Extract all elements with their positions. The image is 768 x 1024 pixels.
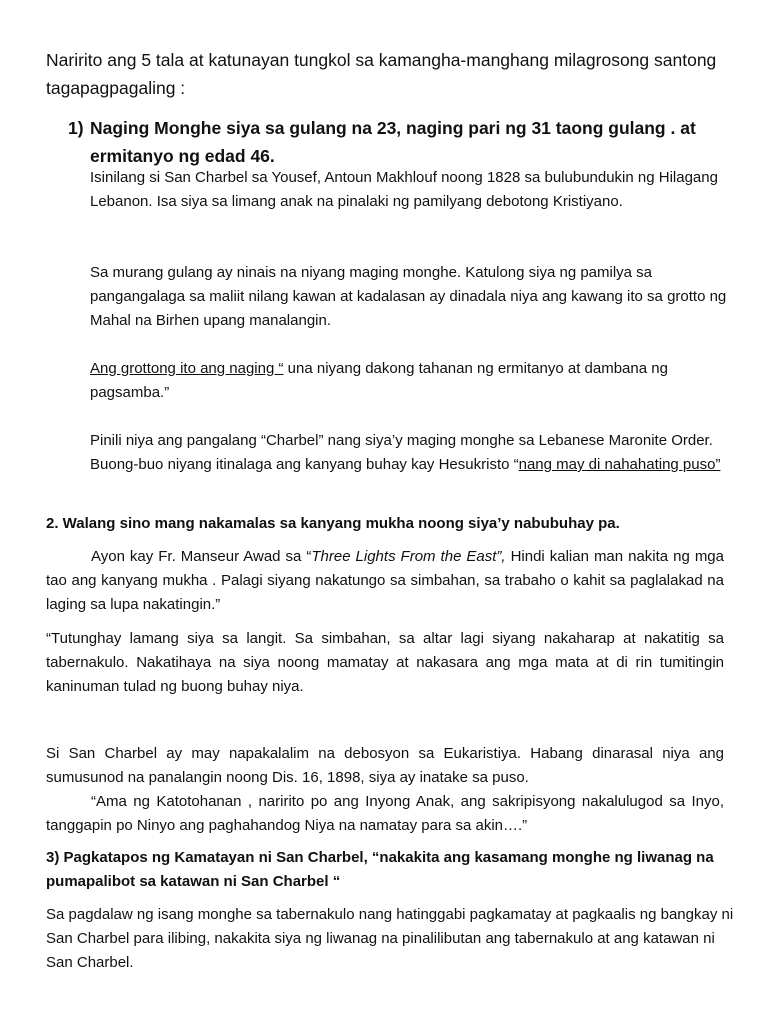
intro-paragraph: Naririto ang 5 tala at katunayan tungkol sa kamangha-manghang milagrosong santong tagapagpagaling : [46,50,717,98]
item-3-paragraph-1: Sa pagdalaw ng isang monghe sa tabernakulo nang hatinggabi pagkamatay at pagkaalis ng bangkay ni San Charbel para ilibing, nakakita siya ng liwanag na pinalilibutan ang tabernakulo at ang katawan ni San Charbel. [46,906,734,971]
grotto-rest-text: una niyang dakong tahanan ng ermitanyo at dambana ng pagsamba.” [90,360,668,401]
grotto-underlined-text: Ang grottong ito ang naging “ [90,360,284,377]
item-2-paragraph-2: “Tutunghay lamang siya sa langit. Sa simbahan, sa altar lagi siyang nakaharap at nakatitig sa tabernakulo. Nakatihaya na siya noong mamatay at nakasara ang mga mata at di rin tumitingin kaninuman tulad ng buong buhay niya. [46,630,724,695]
charbel-name-text: Pinili niya ang pangalang “Charbel” nang siya’y maging monghe sa Lebanese Maronite Order. Buong-buo niyang itinalaga ang kanyang buhay kay Hesukristo “ [90,432,713,473]
item-1-heading [68,114,738,170]
undivided-heart-underlined: nang may di nahahating puso” [518,456,721,473]
item-1-paragraph-3 [90,357,730,405]
prayer-paragraph: “Ama ng Katotohanan , naririto po ang Inyong Anak, ang sakripisyong nakalulugod sa Inyo, tanggapin po Ninyo ang paghahandog Niya na namatay para sa akin….” [46,793,724,834]
item-1-paragraph-1: Isinilang si San Charbel sa Yousef, Antoun Makhlouf noong 1828 sa bulubundukin ng Hilagang Lebanon. Isa siya sa limang anak na pinalaki ng pamilyang debotong Kristiyano. [90,169,718,210]
item-2-paragraph-3: Si San Charbel ay may napakalalim na debosyon sa Eukaristiya. Habang dinarasal niya ang sumusunod na panalangin noong Dis. 16, 1898, siya ay inatake sa puso. [46,745,724,786]
item-2-paragraph-1 [46,545,724,617]
item-1-paragraph-4 [90,429,730,477]
awad-intro-text: Ayon kay Fr. Manseur Awad sa “ [91,548,312,565]
item-1-number: 1) [68,118,84,138]
item-1-paragraph-2: Sa murang gulang ay ninais na niyang maging monghe. Katulong siya ng pamilya sa pangangalaga sa maliit nilang kawan at kadalasan ay dinadala niya ang kawang ito sa grotto ng Mahal na Birhen upang manalangin. [90,264,727,329]
awad-rest-text: Hindi kalian man nakita ng mga tao ang kanyang mukha . Palagi siyang nakatungo sa simbahan, sa trabaho o kahit sa paglalakad na laging sa lupa nakatingin.” [46,548,724,613]
item-2-title: 2. Walang sino mang nakamalas sa kanyang mukha noong siya’y nabubuhay pa. [46,515,620,532]
book-title-italic: Three Lights From the East”, [311,548,506,565]
item-3-title: 3) Pagkatapos ng Kamatayan ni San Charbel, “nakakita ang kasamang monghe ng liwanag na pumapalibot sa katawan ni San Charbel “ [46,849,714,890]
item-1-title: Naging Monghe siya sa gulang na 23, naging pari ng 31 taong gulang . at ermitanyo ng edad 46. [90,118,696,166]
